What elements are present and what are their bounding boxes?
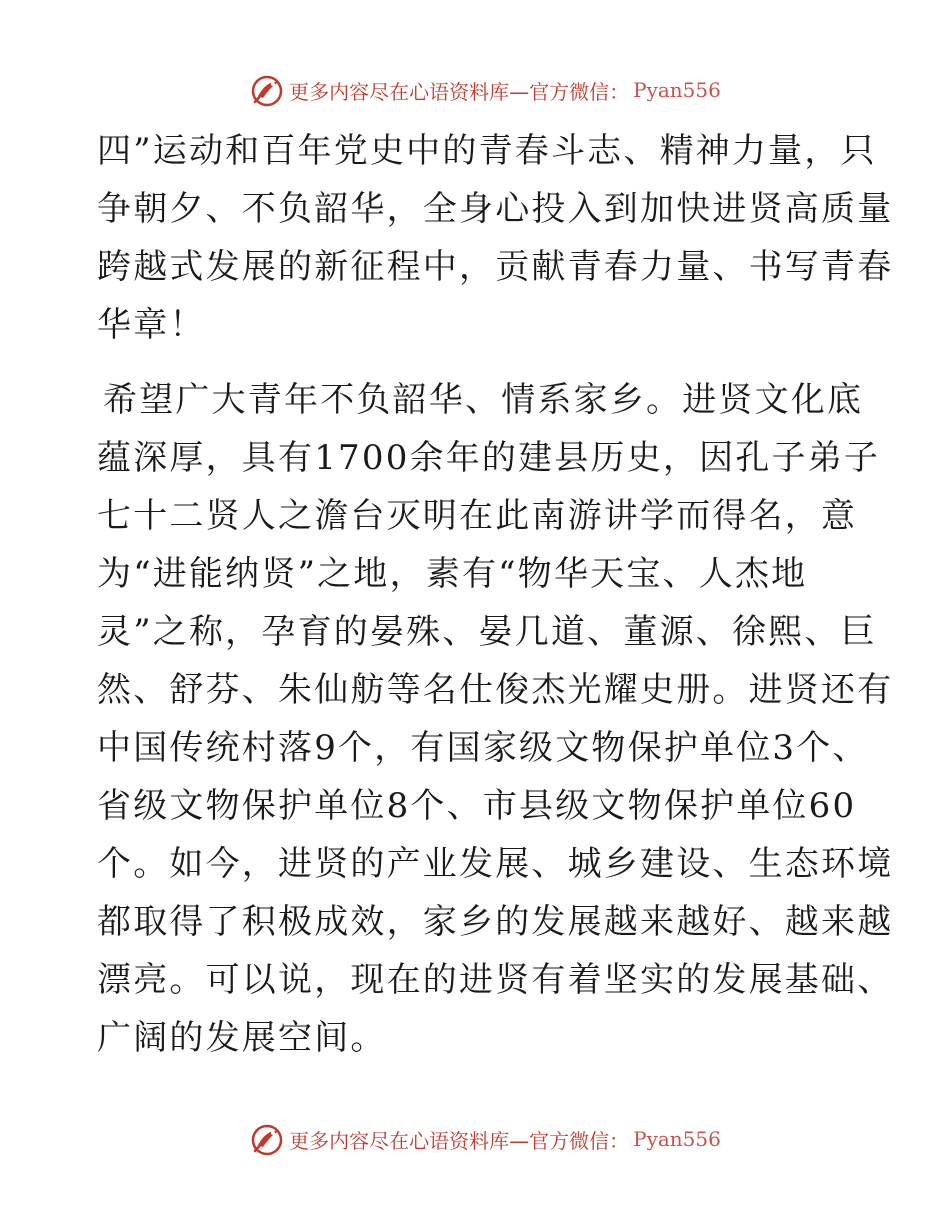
text-line: 为“进能纳贤”之地，素有“物华天宝、人杰地 [97, 554, 808, 594]
banner-contact: Pyan556 [633, 1127, 721, 1151]
banner-content [249, 72, 721, 108]
text-line: 个。如今，进贤的产业发展、城乡建设、生态环境 [97, 844, 894, 884]
banner-contact: Pyan556 [633, 78, 721, 102]
text-line: 争朝夕、不负韶华，全身心投入到加快进贤高质量 [97, 189, 894, 229]
text-line: 都取得了积极成效，家乡的发展越来越好、越来越 [97, 902, 894, 942]
pen-logo-icon [249, 72, 285, 108]
text-line: 蕴深厚，具有1700余年的建县历史，因孔子弟子 [97, 438, 881, 478]
banner-text: 更多内容尽在心语资料库—官方微信： [289, 1128, 630, 1153]
text-line: 广阔的发展空间。 [97, 1018, 387, 1058]
text-line: 漂亮。可以说，现在的进贤有着坚实的发展基础、 [97, 960, 894, 1000]
text-line: 四”运动和百年党史中的青春斗志、精神力量，只 [97, 131, 877, 171]
text-line: 希望广大青年不负韶华、情系家乡。进贤文化底 [103, 380, 864, 420]
text-line: 华章！ [97, 305, 206, 345]
banner-content [249, 1121, 721, 1157]
text-line: 省级文物保护单位8个、市县级文物保护单位60 [97, 786, 857, 826]
document-body [97, 122, 894, 1067]
text-line: 跨越式发展的新征程中，贡献青春力量、书写青春 [97, 247, 894, 287]
text-line: 七十二贤人之澹台灭明在此南游讲学而得名，意 [97, 496, 858, 536]
banner-text: 更多内容尽在心语资料库—官方微信： [289, 79, 630, 104]
paragraph-1 [97, 122, 894, 354]
footer-banner [0, 1119, 950, 1159]
pen-logo-icon [249, 1121, 285, 1157]
text-line: 灵”之称，孕育的晏殊、晏几道、董源、徐熙、巨 [97, 612, 877, 652]
header-banner [0, 70, 950, 110]
text-line: 中国传统村落9个，有国家级文物保护单位3个、 [97, 728, 869, 768]
paragraph-2 [97, 371, 894, 1067]
text-line: 然、舒芬、朱仙舫等名仕俊杰光耀史册。进贤还有 [97, 670, 894, 710]
paragraph-spacer [97, 354, 849, 371]
